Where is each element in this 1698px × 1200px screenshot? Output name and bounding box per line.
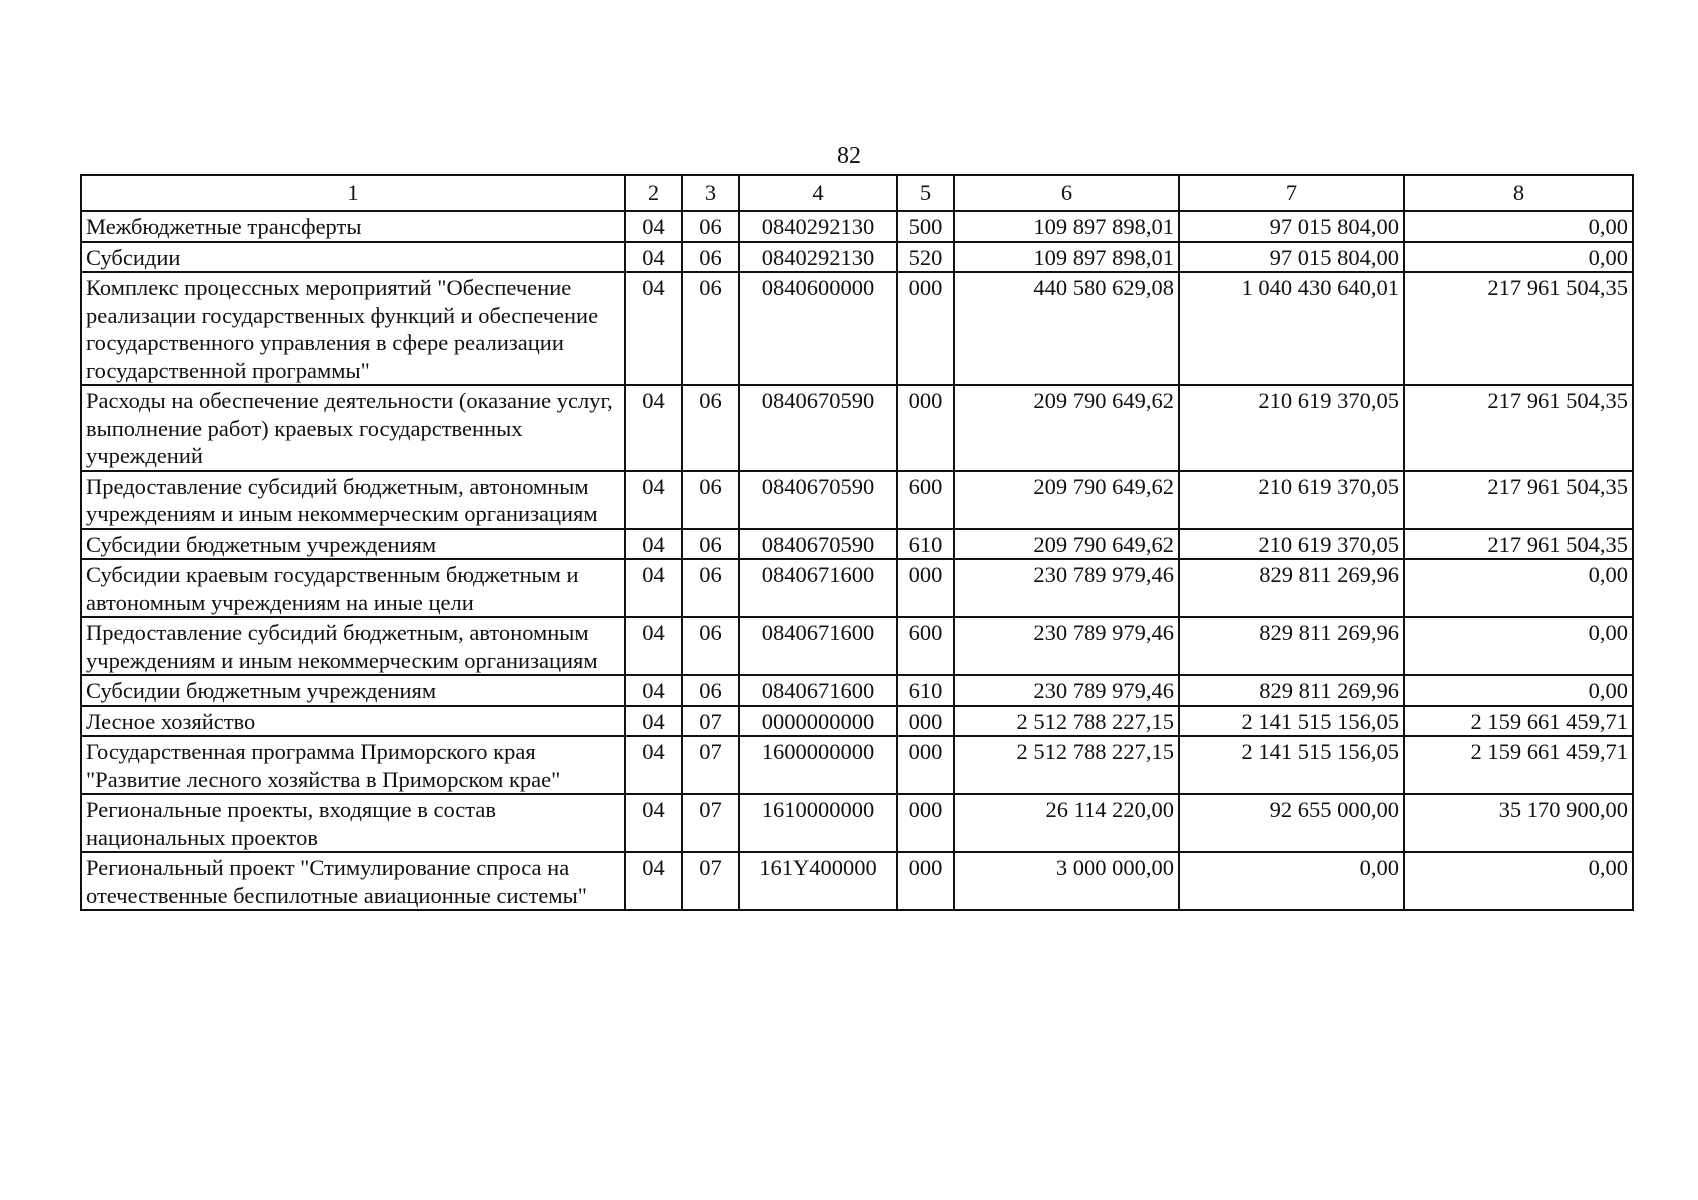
amount-col-7: 1 040 430 640,01 — [1179, 272, 1404, 385]
target-article-code: 0840671600 — [739, 675, 897, 706]
target-article-code: 0840671600 — [739, 559, 897, 617]
target-article-code: 0840671600 — [739, 617, 897, 675]
expense-type-code: 610 — [897, 675, 954, 706]
amount-col-8: 217 961 504,35 — [1404, 385, 1633, 471]
subsection-code: 07 — [682, 706, 739, 737]
section-code: 04 — [625, 211, 682, 242]
expense-type-code: 600 — [897, 471, 954, 529]
subsection-code: 07 — [682, 852, 739, 910]
target-article-code: 0000000000 — [739, 706, 897, 737]
subsection-code: 07 — [682, 794, 739, 852]
table-row — [81, 529, 1633, 560]
table-row — [81, 617, 1633, 675]
expense-type-code: 000 — [897, 559, 954, 617]
row-name: Региональные проекты, входящие в состав национальных проектов — [81, 794, 625, 852]
row-name: Субсидии бюджетным учреждениям — [81, 529, 625, 560]
section-code: 04 — [625, 242, 682, 273]
column-header-6: 6 — [954, 175, 1179, 211]
target-article-code: 0840292130 — [739, 242, 897, 273]
expense-type-code: 520 — [897, 242, 954, 273]
amount-col-8: 217 961 504,35 — [1404, 272, 1633, 385]
amount-col-8: 0,00 — [1404, 211, 1633, 242]
row-name: Комплекс процессных мероприятий "Обеспечение реализации государственных функций и обеспечение государственного управления в сфере реализации государственной программы" — [81, 272, 625, 385]
amount-col-7: 2 141 515 156,05 — [1179, 706, 1404, 737]
subsection-code: 06 — [682, 272, 739, 385]
row-name: Лесное хозяйство — [81, 706, 625, 737]
amount-col-8: 217 961 504,35 — [1404, 471, 1633, 529]
expense-type-code: 610 — [897, 529, 954, 560]
section-code: 04 — [625, 471, 682, 529]
amount-col-8: 2 159 661 459,71 — [1404, 706, 1633, 737]
column-header-1: 1 — [81, 175, 625, 211]
amount-col-8: 0,00 — [1404, 242, 1633, 273]
row-name: Государственная программа Приморского края "Развитие лесного хозяйства в Приморском крае" — [81, 736, 625, 794]
amount-col-6: 26 114 220,00 — [954, 794, 1179, 852]
row-name: Субсидии — [81, 242, 625, 273]
amount-col-8: 0,00 — [1404, 852, 1633, 910]
column-header-7: 7 — [1179, 175, 1404, 211]
amount-col-8: 217 961 504,35 — [1404, 529, 1633, 560]
section-code: 04 — [625, 617, 682, 675]
amount-col-7: 97 015 804,00 — [1179, 242, 1404, 273]
section-code: 04 — [625, 675, 682, 706]
section-code: 04 — [625, 736, 682, 794]
subsection-code: 06 — [682, 559, 739, 617]
table-row — [81, 471, 1633, 529]
amount-col-6: 2 512 788 227,15 — [954, 736, 1179, 794]
amount-col-7: 97 015 804,00 — [1179, 211, 1404, 242]
row-name: Субсидии краевым государственным бюджетным и автономным учреждениям на иные цели — [81, 559, 625, 617]
subsection-code: 06 — [682, 617, 739, 675]
row-name: Региональный проект "Стимулирование спроса на отечественные беспилотные авиационные системы" — [81, 852, 625, 910]
amount-col-6: 209 790 649,62 — [954, 529, 1179, 560]
subsection-code: 06 — [682, 529, 739, 560]
expense-type-code: 000 — [897, 706, 954, 737]
amount-col-7: 829 811 269,96 — [1179, 559, 1404, 617]
expense-type-code: 500 — [897, 211, 954, 242]
amount-col-7: 829 811 269,96 — [1179, 675, 1404, 706]
target-article-code: 0840600000 — [739, 272, 897, 385]
column-header-4: 4 — [739, 175, 897, 211]
section-code: 04 — [625, 272, 682, 385]
expense-type-code: 000 — [897, 272, 954, 385]
amount-col-7: 210 619 370,05 — [1179, 471, 1404, 529]
amount-col-6: 209 790 649,62 — [954, 385, 1179, 471]
amount-col-7: 210 619 370,05 — [1179, 385, 1404, 471]
row-name: Межбюджетные трансферты — [81, 211, 625, 242]
table-row — [81, 794, 1633, 852]
table-row — [81, 852, 1633, 910]
column-header-8: 8 — [1404, 175, 1633, 211]
table-row — [81, 559, 1633, 617]
target-article-code: 0840670590 — [739, 471, 897, 529]
section-code: 04 — [625, 852, 682, 910]
expense-type-code: 000 — [897, 736, 954, 794]
amount-col-7: 210 619 370,05 — [1179, 529, 1404, 560]
amount-col-8: 2 159 661 459,71 — [1404, 736, 1633, 794]
amount-col-6: 440 580 629,08 — [954, 272, 1179, 385]
section-code: 04 — [625, 794, 682, 852]
section-code: 04 — [625, 559, 682, 617]
section-code: 04 — [625, 385, 682, 471]
subsection-code: 06 — [682, 385, 739, 471]
subsection-code: 06 — [682, 675, 739, 706]
table-row — [81, 736, 1633, 794]
amount-col-7: 2 141 515 156,05 — [1179, 736, 1404, 794]
amount-col-8: 0,00 — [1404, 617, 1633, 675]
amount-col-6: 230 789 979,46 — [954, 617, 1179, 675]
table-row — [81, 272, 1633, 385]
amount-col-8: 35 170 900,00 — [1404, 794, 1633, 852]
row-name: Предоставление субсидий бюджетным, автономным учреждениям и иным некоммерческим организациям — [81, 617, 625, 675]
subsection-code: 06 — [682, 471, 739, 529]
amount-col-6: 230 789 979,46 — [954, 559, 1179, 617]
amount-col-6: 209 790 649,62 — [954, 471, 1179, 529]
row-name: Расходы на обеспечение деятельности (оказание услуг, выполнение работ) краевых государственных учреждений — [81, 385, 625, 471]
amount-col-7: 92 655 000,00 — [1179, 794, 1404, 852]
target-article-code: 161Y400000 — [739, 852, 897, 910]
target-article-code: 1600000000 — [739, 736, 897, 794]
amount-col-7: 0,00 — [1179, 852, 1404, 910]
row-name: Субсидии бюджетным учреждениям — [81, 675, 625, 706]
target-article-code: 0840670590 — [739, 385, 897, 471]
subsection-code: 06 — [682, 242, 739, 273]
column-header-5: 5 — [897, 175, 954, 211]
table-row — [81, 706, 1633, 737]
table-row — [81, 675, 1633, 706]
header-row — [81, 175, 1633, 211]
expense-type-code: 000 — [897, 852, 954, 910]
budget-table — [80, 174, 1634, 911]
expense-type-code: 000 — [897, 794, 954, 852]
subsection-code: 06 — [682, 211, 739, 242]
column-header-2: 2 — [625, 175, 682, 211]
amount-col-8: 0,00 — [1404, 559, 1633, 617]
amount-col-7: 829 811 269,96 — [1179, 617, 1404, 675]
table-row — [81, 385, 1633, 471]
amount-col-6: 2 512 788 227,15 — [954, 706, 1179, 737]
amount-col-6: 230 789 979,46 — [954, 675, 1179, 706]
row-name: Предоставление субсидий бюджетным, автономным учреждениям и иным некоммерческим организациям — [81, 471, 625, 529]
amount-col-6: 109 897 898,01 — [954, 211, 1179, 242]
page-number: 82 — [837, 143, 861, 169]
subsection-code: 07 — [682, 736, 739, 794]
target-article-code: 1610000000 — [739, 794, 897, 852]
amount-col-6: 3 000 000,00 — [954, 852, 1179, 910]
column-header-3: 3 — [682, 175, 739, 211]
amount-col-6: 109 897 898,01 — [954, 242, 1179, 273]
target-article-code: 0840670590 — [739, 529, 897, 560]
expense-type-code: 600 — [897, 617, 954, 675]
target-article-code: 0840292130 — [739, 211, 897, 242]
amount-col-8: 0,00 — [1404, 675, 1633, 706]
table-row — [81, 242, 1633, 273]
table-row — [81, 211, 1633, 242]
section-code: 04 — [625, 529, 682, 560]
section-code: 04 — [625, 706, 682, 737]
expense-type-code: 000 — [897, 385, 954, 471]
